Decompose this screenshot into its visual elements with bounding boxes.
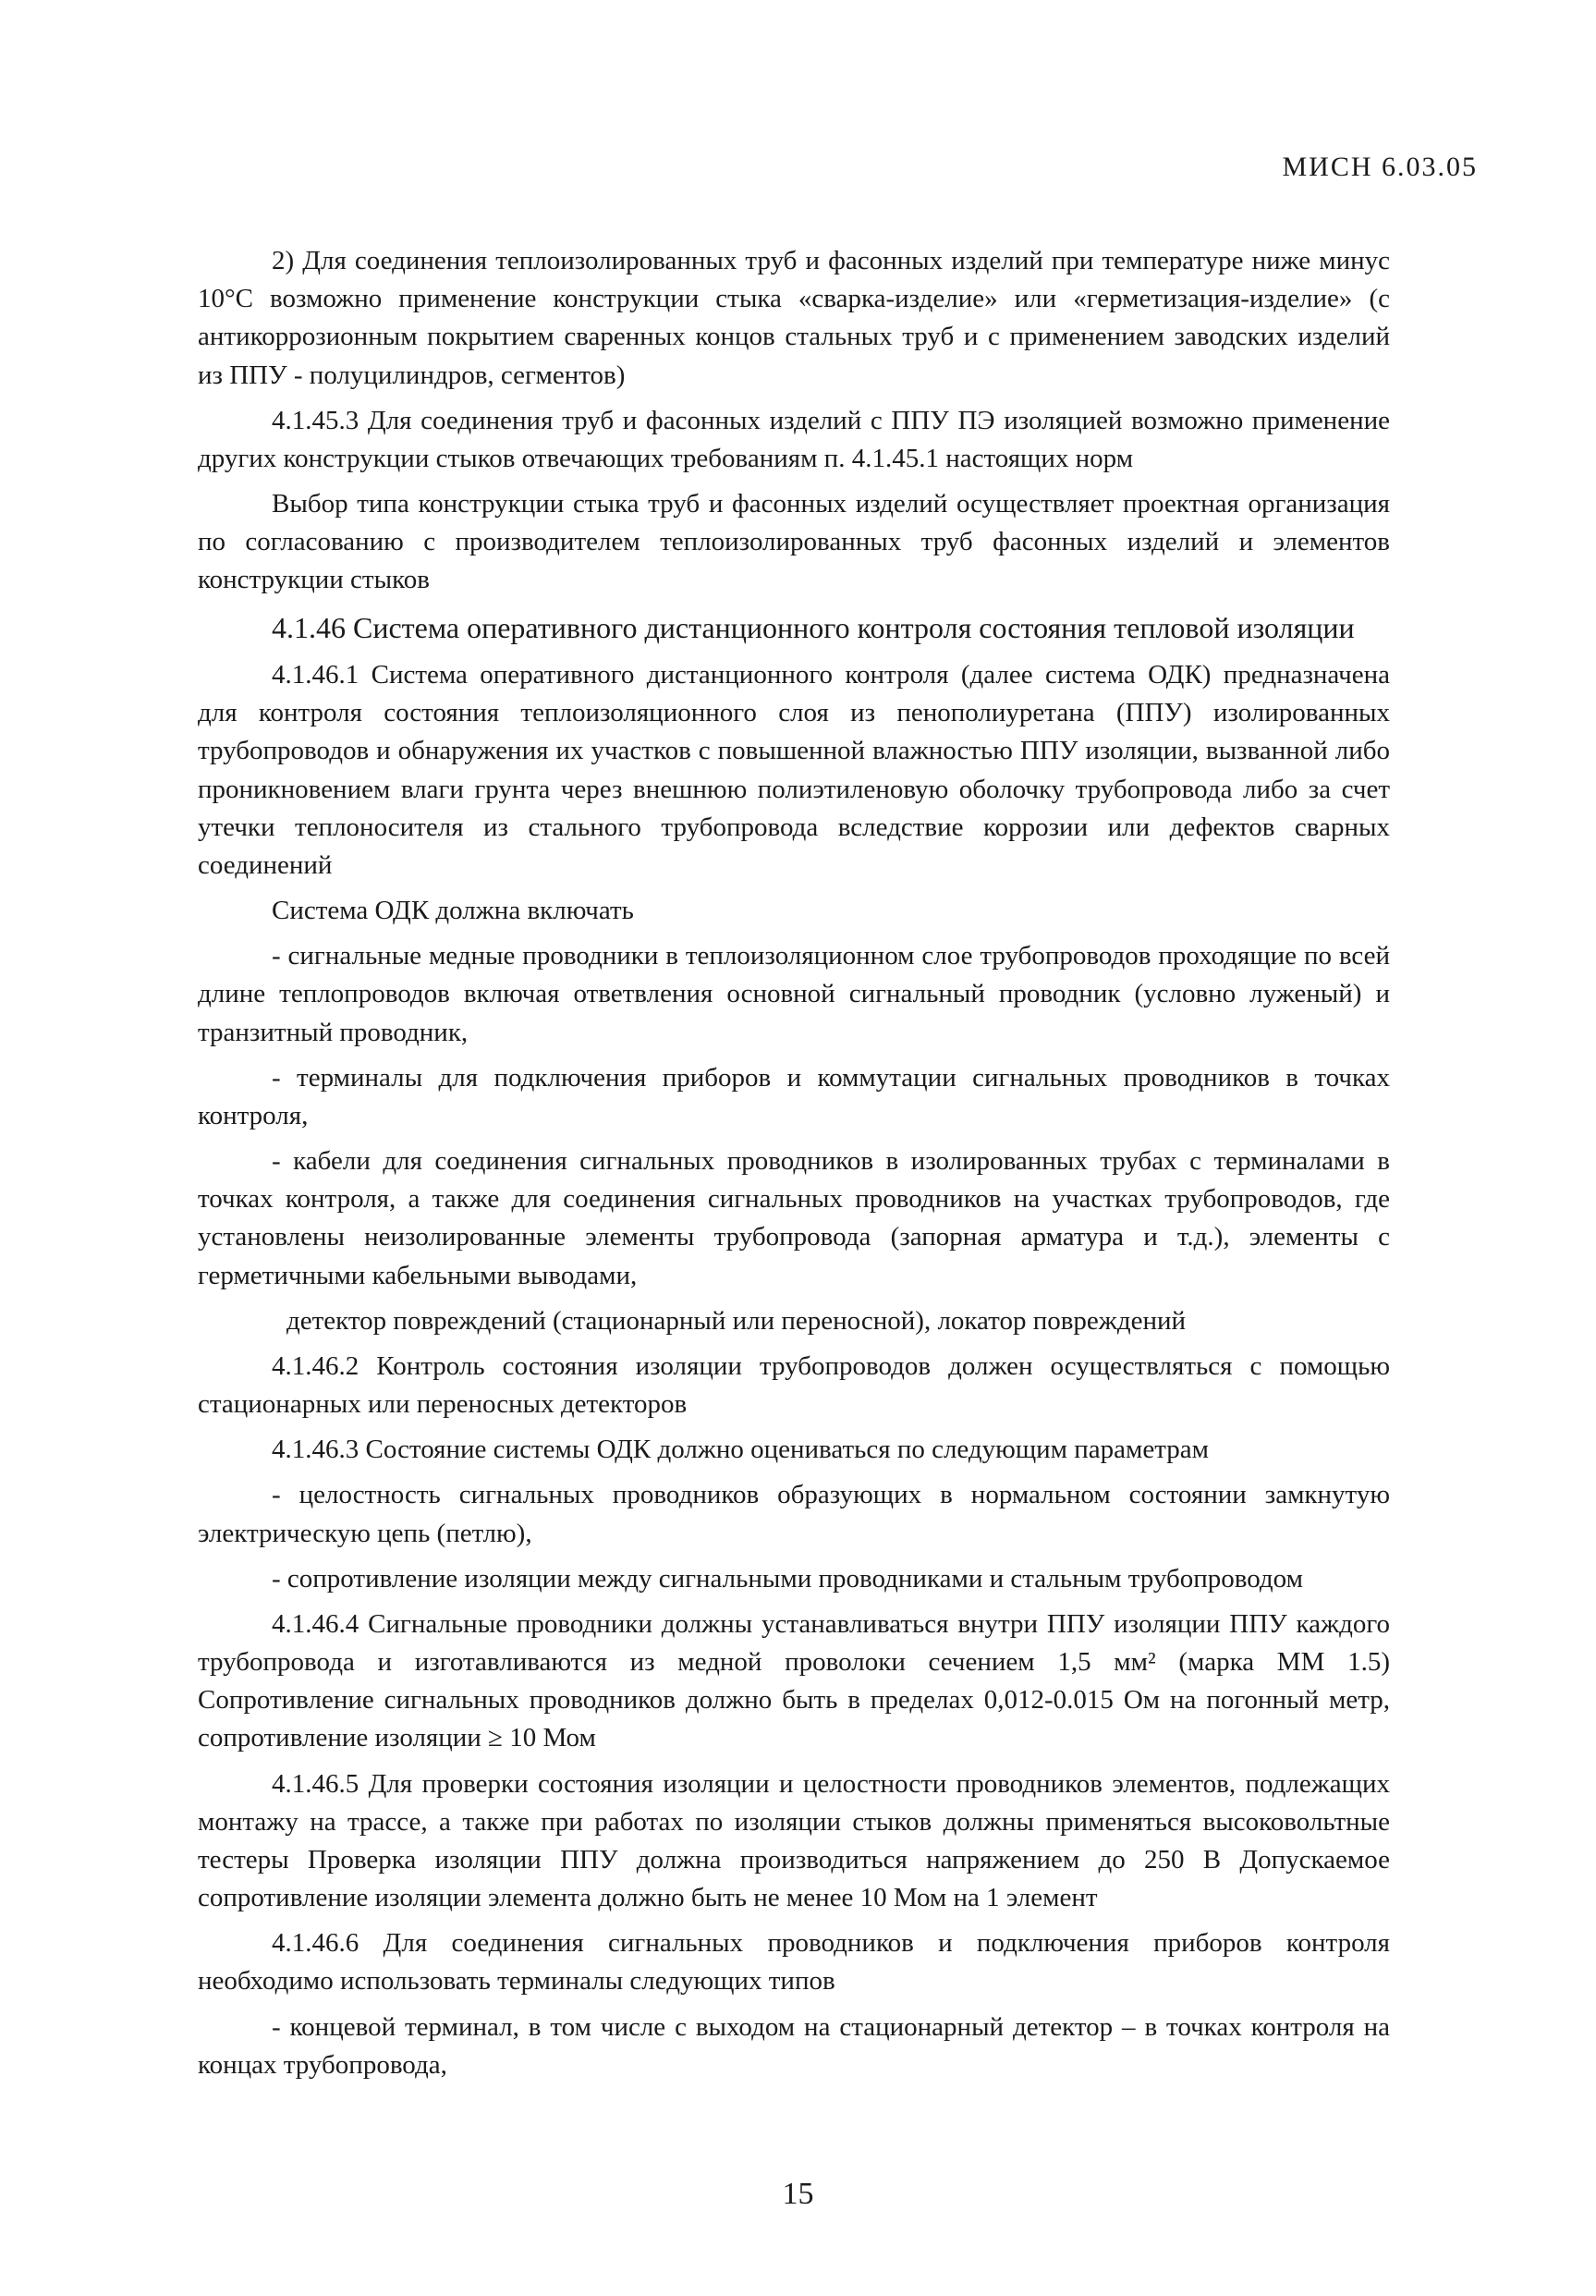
list-item: - кабели для соединения сигнальных проводников в изолированных трубах с терминалами в точках контроля, а также для соединения сигнальных проводников на участках трубопроводов, где установлены неизолированные элементы трубопровода (запорная арматура и т.д.), элементы с герметичными кабельными выводами, [198,1146,1390,1290]
paragraph: Система ОДК должна включать [272,896,634,926]
paragraph: 4.1.46.2 Контроль состояния изоляции трубопроводов должен осуществляться с помощью стационарных или переносных детекторов [198,1350,1390,1420]
paragraph: 4.1.46.1 Система оперативного дистанционного контроля (далее система ОДК) предназначена для контроля состояния теплоизоляционного слоя из пенополиуретана (ППУ) изолированных трубопроводов и обнаружения их участков с повышенной влажностью ППУ изоляции, вызванной либо проникновением влаги грунта через внешнюю полиэтиленовую оболочку трубопровода либо за счет утечки теплоносителя из стального трубопровода вследствие коррозии или дефектов сварных соединений [198,659,1390,880]
document-code: МИСН 6.03.05 [1282,152,1478,182]
paragraph: 4.1.46.4 Сигнальные проводники должны устанавливаться внутри ППУ изоляции ППУ каждого трубопровода и изготавливаются из медной проволоки сечением 1,5 мм² (марка ММ 1.5) Сопротивление сигнальных проводников должно быть в пределах 0,012-0.015 Ом на погонный метр, сопротивление изоляции ≥ 10 Мом [198,1608,1390,1753]
paragraph: 4.1.46.3 Состояние системы ОДК должно оцениваться по следующим параметрам [272,1435,1210,1465]
paragraph: 4.1.45.3 Для соединения труб и фасонных изделий с ППУ ПЭ изоляцией возможно применение других конструкции стыков отвечающих требованиям п. 4.1.45.1 настоящих норм [198,405,1390,473]
paragraph: 4.1.46.5 Для проверки состояния изоляции и целостности проводников элементов, подлежащих монтажу на трассе, а также при работах по изоляции стыков должны применяться высоковольтные тестеры Проверка изоляции ППУ должна производиться напряжением до 250 В Допускаемое сопротивление изоляции элемента должно быть не менее 10 Мом на 1 элемент [198,1768,1390,1913]
paragraph: Выбор типа конструкции стыка труб и фасонных изделий осуществляет проектная организация по согласованию с производителем теплоизолированных труб фасонных изделий и элементов конструкции стыков [198,489,1390,595]
page-number: 15 [782,2177,814,2211]
list-item: - концевой терминал, в том числе с выходом на стационарный детектор – в точках контроля на концах трубопровода, [198,2011,1390,2080]
document-body [198,242,1390,2092]
paragraph: 2) Для соединения теплоизолированных труб и фасонных изделий при температуре ниже минус 10°С возможно применение конструкции стыка «сварка-изделие» или «герметизация-изделие» (с антикоррозионным покрытием сваренных концов стальных труб и с применением заводских изделий из ППУ - полуцилиндров, сегментов) [198,246,1390,390]
section-heading: 4.1.46 Система оперативного дистанционного контроля состояния тепловой изоляции [272,610,1355,644]
list-item: - сигнальные медные проводники в теплоизоляционном слое трубопроводов проходящие по всей длине теплопроводов включая ответвления основной сигнальный проводник (условно луженый) и транзитный проводник, [198,941,1390,1047]
list-item: - сопротивление изоляции между сигнальными проводниками и стальным трубопроводом [272,1563,1303,1594]
list-item: детектор повреждений (стационарный или переносной), локатор повреждений [286,1305,1187,1336]
paragraph: 4.1.46.6 Для соединения сигнальных проводников и подключения приборов контроля необходимо использовать терминалы следующих типов [198,1928,1390,1997]
list-item: - целостность сигнальных проводников образующих в нормальном состоянии замкнутую электрическую цепь (петлю), [198,1480,1390,1548]
list-item: - терминалы для подключения приборов и коммутации сигнальных проводников в точках контроля, [198,1062,1390,1130]
